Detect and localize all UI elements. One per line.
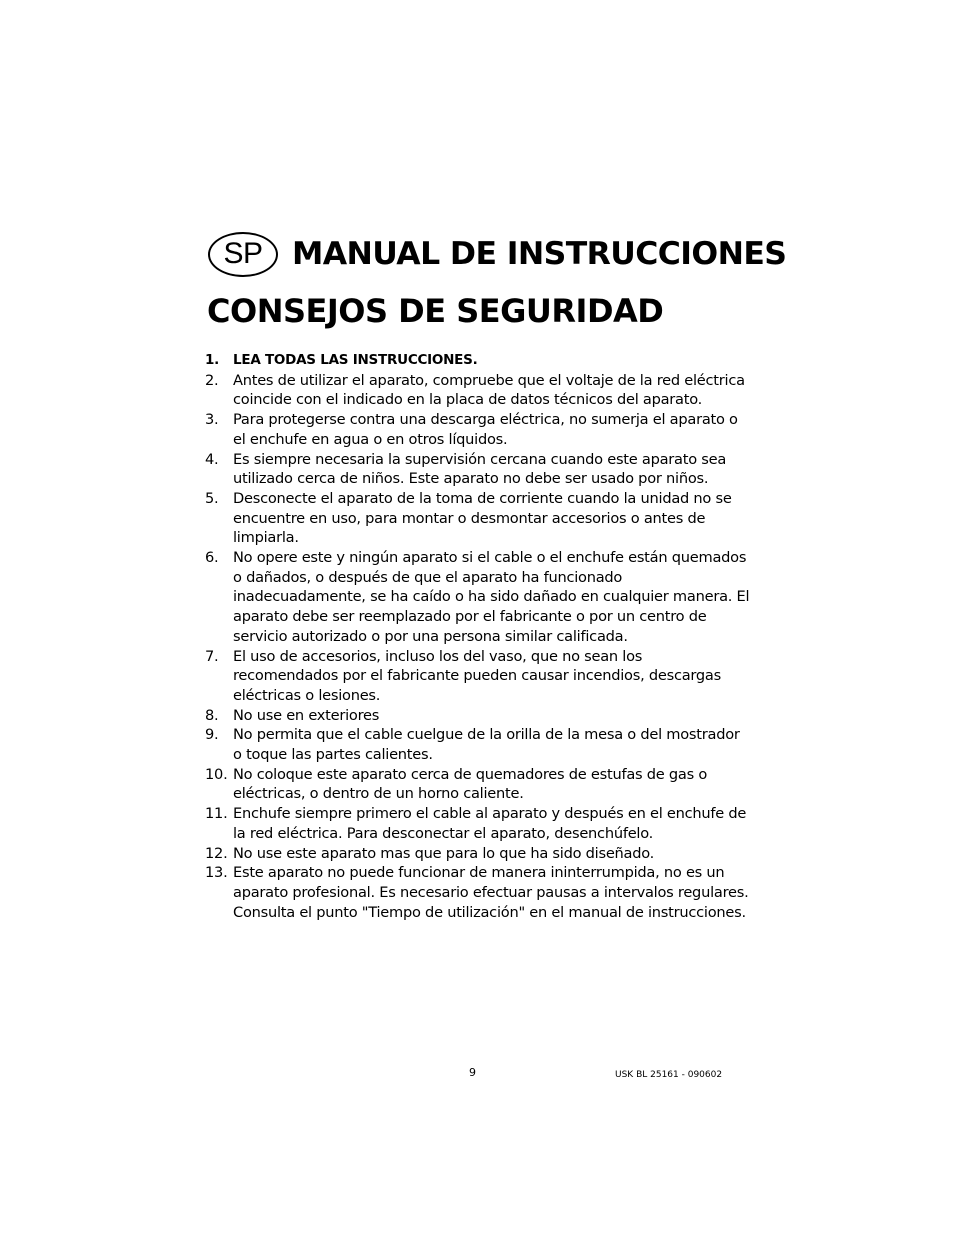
item-number: 6.	[205, 549, 219, 567]
item-text: No use en exteriores	[233, 706, 380, 724]
list-item	[205, 450, 750, 489]
list-item	[205, 548, 750, 647]
list-item	[205, 725, 750, 764]
item-text: Es siempre necesaria la supervisión cercana cuando este aparato sea utilizado cerca de niños. Este aparato no debe ser usado por niños.	[233, 450, 727, 488]
item-text: No use este aparato mas que para lo que ha sido diseñado.	[233, 844, 655, 862]
item-text: Enchufe siempre primero el cable al aparato y después en el enchufe de la red eléctrica. Para desconectar el aparato, desenchúfelo.	[233, 805, 747, 842]
item-number: 5.	[205, 489, 219, 507]
item-number: 3.	[205, 411, 219, 429]
item-text: LEA TODAS LAS INSTRUCCIONES.	[233, 352, 478, 368]
item-number: 4.	[205, 450, 219, 468]
list-item	[205, 804, 750, 843]
item-text: No coloque este aparato cerca de quemadores de estufas de gas o eléctricas, o dentro de un horno caliente.	[233, 765, 708, 803]
manual-title: MANUAL DE INSTRUCCIONES	[292, 236, 787, 272]
item-text: No permita que el cable cuelgue de la orilla de la mesa o del mostrador o toque las partes calientes.	[233, 726, 740, 764]
item-number: 9.	[205, 726, 219, 744]
item-text: Este aparato no puede funcionar de manera ininterrumpida, no es un aparato profesional. Es necesario efectuar pausas a intervalos regulares. Consulta el punto "Tiempo de utilización" en el manual de instrucciones.	[233, 864, 749, 921]
list-item	[205, 489, 750, 548]
item-number: 8.	[205, 706, 219, 724]
item-number: 12.	[205, 844, 228, 862]
page-number: 9	[469, 1066, 476, 1079]
list-item	[205, 765, 750, 804]
list-item	[205, 844, 750, 864]
item-text: El uso de accesorios, incluso los del vaso, que no sean los recomendados por el fabricante pueden causar incendios, descargas eléctricas o lesiones.	[233, 647, 721, 704]
section-title: CONSEJOS DE SEGURIDAD	[207, 292, 664, 330]
list-item	[205, 371, 750, 410]
list-item	[205, 410, 750, 449]
safety-instructions-list	[205, 351, 750, 922]
list-item	[205, 351, 750, 371]
list-item	[205, 647, 750, 706]
item-text: Antes de utilizar el aparato, compruebe que el voltaje de la red eléctrica coincide con el indicado en la placa de datos técnicos del aparato.	[233, 371, 745, 409]
item-number: 1.	[205, 352, 220, 368]
item-number: 7.	[205, 647, 219, 665]
item-number: 2.	[205, 371, 219, 389]
language-badge: SP	[208, 232, 278, 277]
list-item	[205, 706, 750, 726]
item-number: 13.	[205, 864, 228, 882]
page-header	[208, 229, 786, 279]
item-text: Desconecte el aparato de la toma de corriente cuando la unidad no se encuentre en uso, para montar o desmontar accesorios o antes de limpiarla.	[233, 489, 732, 547]
item-text: Para protegerse contra una descarga eléctrica, no sumerja el aparato o el enchufe en agua o en otros líquidos.	[233, 411, 738, 448]
list-item	[205, 863, 750, 922]
item-number: 10.	[205, 765, 228, 783]
document-code: USK BL 25161 - 090602	[615, 1070, 723, 1080]
item-number: 11.	[205, 805, 228, 823]
item-text: No opere este y ningún aparato si el cable o el enchufe están quemados o dañados, o después de que el aparato ha funcionado inadecuadamente, se ha caído o ha sido dañado en cualquier manera. El aparato debe ser reemplazado por el fabricante o por un centro de servicio autorizado o por una persona similar calificada.	[233, 549, 750, 645]
